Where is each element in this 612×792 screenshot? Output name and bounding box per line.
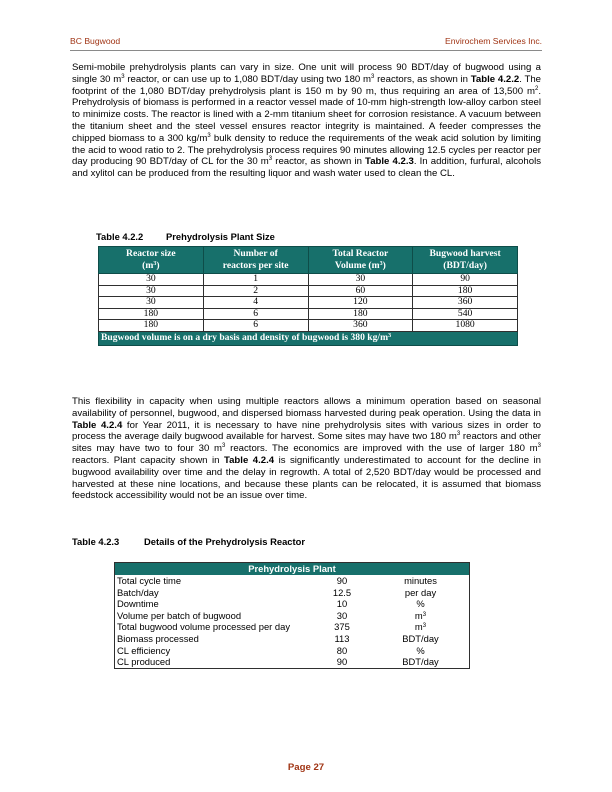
- table-footnote-row: [99, 331, 518, 345]
- row-label: Biomass processed: [117, 632, 199, 644]
- table-row: [115, 656, 470, 668]
- table-cell: 1: [203, 274, 308, 286]
- p2-text-3: reactors and other sites may have two to four 30 m: [72, 431, 541, 455]
- table-reference: Table 4.2.2: [470, 73, 520, 85]
- header-right: Envirochem Services Inc.: [445, 36, 542, 46]
- table-footnote: Bugwood volume is on a dry basis and density of bugwood is 380 $kg/m^3$: [99, 331, 518, 345]
- paragraph-2: [72, 396, 541, 502]
- row-unit: %: [416, 598, 425, 610]
- p1-text-2: reactor, or can use up to 1,080 BDT/day using two 180 m: [124, 73, 371, 85]
- p2-text-2: for Year 2011, it is necessary to have nine prehydrolysis sites with various sizes in order to process the average daily bugwood available for harvest. Some sites may have two 180 m: [72, 419, 541, 443]
- p2-text-1: This flexibility in capacity when using multiple reactors allows a minimum operation based on seasonal availability of personnel, bugwood, and dispersed biomass harvested during peak operation. Using the data in: [72, 396, 541, 419]
- table-row: [99, 297, 518, 309]
- row-value: 30: [336, 609, 348, 621]
- table-row: [115, 587, 470, 599]
- row-unit: BDT/day: [402, 656, 439, 668]
- table-cell: 4: [203, 297, 308, 309]
- row-unit: $m^3$: [414, 609, 427, 621]
- table-header-row: [115, 563, 470, 576]
- p1-text-8: . In addition, furfural, alcohols and xylitol can be produced from the resulting liquor and wash water used to clean the CL.: [72, 156, 541, 180]
- table-1-title: Prehydrolysis Plant Size: [166, 231, 275, 242]
- column-header: Total Reactor Volume $(m^3)$: [308, 247, 413, 274]
- table-row: [99, 308, 518, 320]
- table-reference: Table 4.2.3: [365, 156, 414, 168]
- table-2-title: Details of the Prehydrolysis Reactor: [144, 536, 305, 547]
- row-value: 113: [334, 632, 350, 644]
- table-2-number: Table 4.2.3: [72, 536, 120, 547]
- table-row: [115, 645, 470, 657]
- p2-text-4: reactors. The economics are improved with the use of larger 180 m: [225, 443, 538, 455]
- table-cell: 6: [203, 320, 308, 332]
- table-header-row: [99, 247, 518, 274]
- table-cell: 90: [413, 274, 518, 286]
- row-label: Batch/day: [117, 586, 159, 598]
- header-left: BC Bugwood: [70, 36, 121, 46]
- page-number: Page 27: [287, 762, 325, 773]
- row-label: Volume per batch of bugwood: [117, 609, 242, 621]
- p1-text-4: . The footprint of the 1,080 BDT/day prehydrolysis plant is 150 m by 90 m, thus requiring an area of 13,500 m: [72, 73, 541, 97]
- table-cell: 30: [99, 274, 204, 286]
- superscript: 3: [370, 73, 375, 80]
- p1-text-5: . Prehydrolysis of biomass is performed in a reactor vessel made of 10-mm high-strength low-alloy carbon steel to minimize costs. The reactor is lined with a 2-mm titanium sheet for corrosion resistance. A vacuum between the titanium sheet and the steel vessel ensures reactor integrity is maintained. A feeder compresses the chipped biomass to a 300 kg/m: [72, 85, 541, 144]
- row-value: 375: [334, 621, 350, 633]
- row-label: CL produced: [117, 656, 171, 668]
- table-header: Prehydrolysis Plant: [115, 563, 470, 576]
- table-cell: 1080: [413, 320, 518, 332]
- table-row: [115, 621, 470, 633]
- row-label: Downtime: [117, 598, 159, 610]
- superscript: 3: [268, 156, 273, 163]
- table-cell: 180: [308, 308, 413, 320]
- table-row: [115, 610, 470, 622]
- table-cell: 30: [308, 274, 413, 286]
- plant-size-table: [98, 246, 518, 346]
- superscript: 3: [222, 443, 226, 450]
- table-reference: Table 4.2.4: [72, 419, 123, 431]
- table-row: [99, 285, 518, 297]
- column-header: Bugwood harvest (BDT/day): [413, 247, 518, 274]
- reactor-details-table: [114, 562, 470, 669]
- p2-text-5: reactors. Plant capacity shown in: [72, 454, 224, 466]
- row-value: 12.5: [332, 586, 352, 598]
- p2-text-6: is significantly underestimated to account for the decline in bugwood availability over time and the delay in regrowth. A total of 2,520 BDT/day would be processed and harvested at these nine locations, and because these plants can be relocated, it is assumed that biomass feedstock accessibility would not be an issue over time.: [72, 454, 541, 502]
- table-1-number: Table 4.2.2: [96, 231, 144, 242]
- table-1-caption: [96, 231, 275, 242]
- row-value: 80: [336, 644, 348, 656]
- row-unit: $m^3$: [414, 621, 427, 633]
- superscript: 3: [207, 132, 211, 139]
- page-header: [70, 36, 542, 51]
- table-row: [99, 274, 518, 286]
- superscript: 3: [121, 73, 125, 80]
- table-row: [115, 598, 470, 610]
- column-header: Number of reactors per site: [203, 247, 308, 274]
- table-reference: Table 4.2.4: [223, 454, 275, 466]
- superscript: 2: [534, 85, 539, 92]
- table-cell: 180: [99, 308, 204, 320]
- superscript: 3: [456, 431, 461, 438]
- p1-text-3: reactors, as shown in: [374, 73, 471, 85]
- table-cell: 60: [308, 285, 413, 297]
- table-cell: 180: [413, 285, 518, 297]
- p1-text-1: Semi-mobile prehydrolysis plants can vary in size. One unit will process 90 BDT/day of bugwood using a single 30 m: [72, 62, 541, 85]
- table-cell: 2: [203, 285, 308, 297]
- row-label: Total bugwood volume processed per day: [117, 621, 291, 633]
- row-value: 90: [336, 575, 348, 586]
- row-label: Total cycle time: [117, 575, 182, 586]
- table-cell: 360: [308, 320, 413, 332]
- table-row: [115, 575, 470, 587]
- superscript: 3: [537, 443, 541, 450]
- table-cell: 120: [308, 297, 413, 309]
- table-cell: 6: [203, 308, 308, 320]
- p1-text-7: reactor, as shown in: [272, 156, 366, 168]
- p1-text-6: bulk density to reduce the requirements of the weak acid solution by limiting the acid to wood ratio to 2. The prehydrolysis process requires 90 minutes allowing 12.5 cycles per reactor per day producing 90 BDT/day of CL for the 30 m: [72, 132, 541, 168]
- row-unit: %: [416, 644, 425, 656]
- row-value: 10: [336, 598, 348, 610]
- table-row: [115, 633, 470, 645]
- table-cell: 180: [99, 320, 204, 332]
- table-cell: 30: [99, 285, 204, 297]
- row-unit: per day: [404, 586, 437, 598]
- table-cell: 30: [99, 297, 204, 309]
- table-row: [99, 320, 518, 332]
- row-value: 90: [336, 656, 348, 668]
- table-cell: 360: [413, 297, 518, 309]
- paragraph-1: [72, 62, 541, 180]
- table-cell: 540: [413, 308, 518, 320]
- row-unit: BDT/day: [402, 632, 439, 644]
- column-header: Reactor size $(m^3)$: [99, 247, 204, 274]
- row-label: CL efficiency: [117, 644, 171, 656]
- row-unit: minutes: [404, 575, 437, 586]
- table-2-caption: [72, 536, 305, 547]
